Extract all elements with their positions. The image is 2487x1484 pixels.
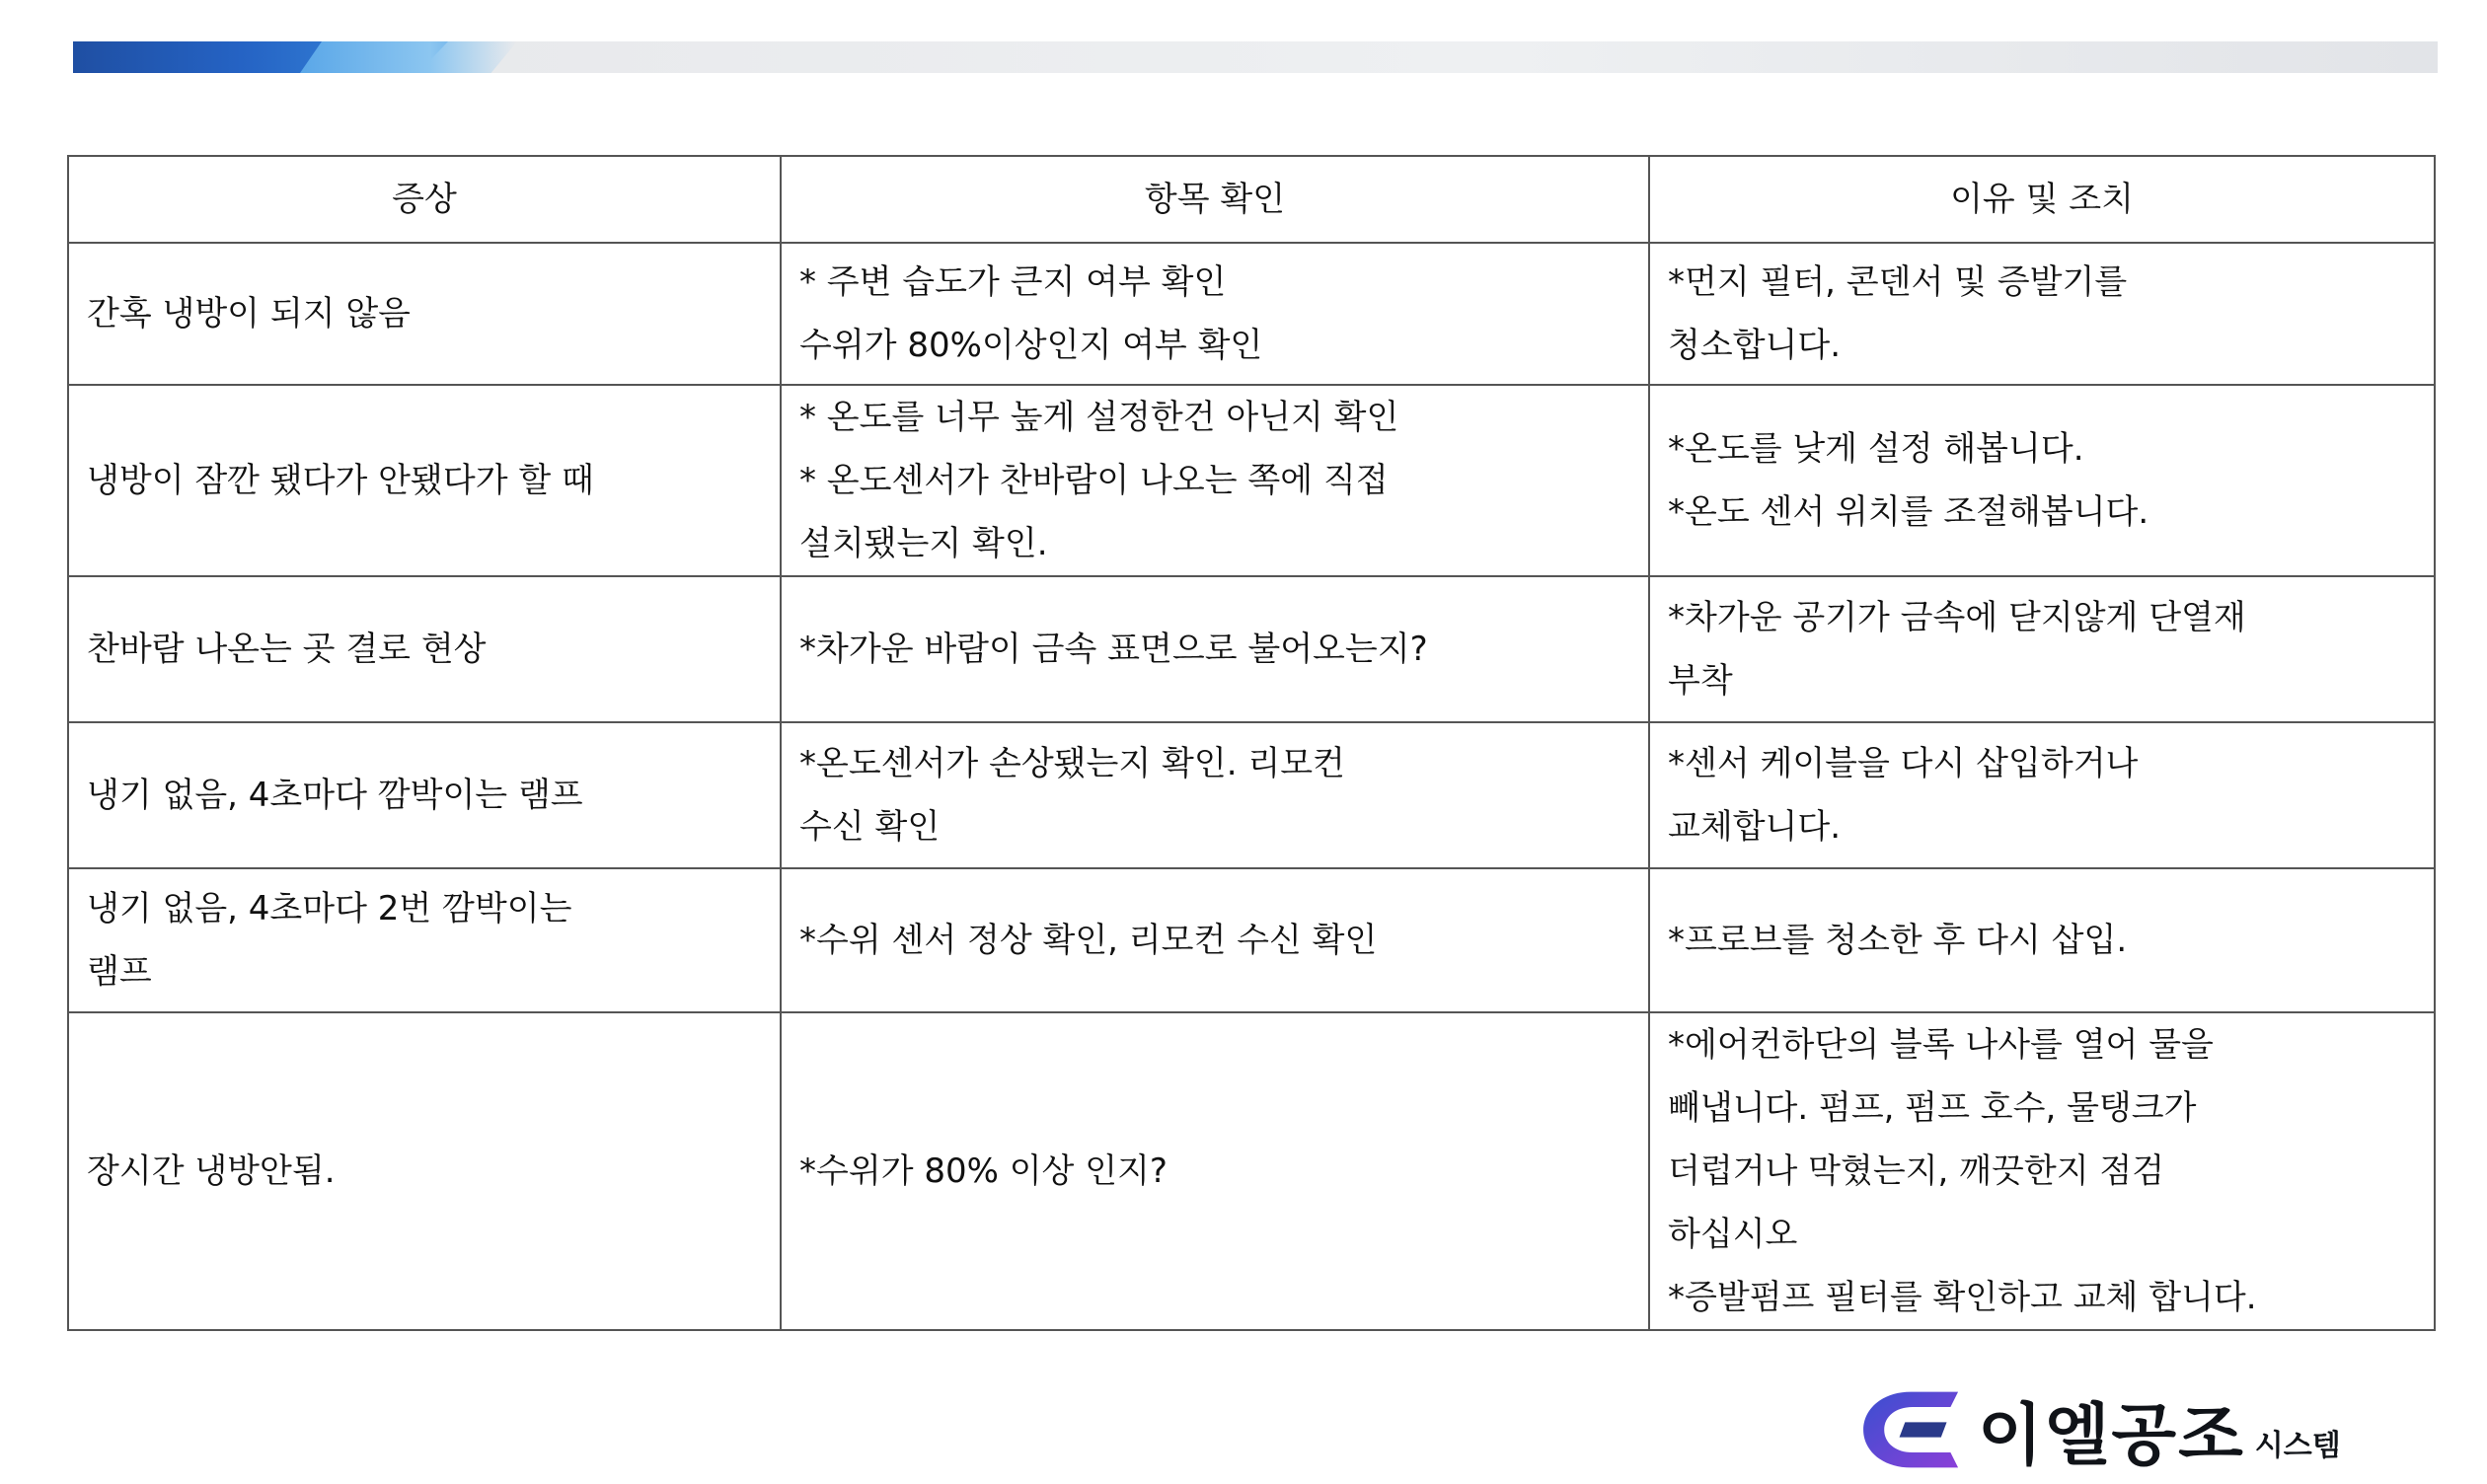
action-cell (1649, 722, 2435, 868)
symptom-cell (68, 385, 781, 576)
action-cell-line: *먼지 필터, 콘덴서 및 증발기를 (1668, 262, 2128, 302)
check-cell-line: 설치됐는지 확인. (799, 524, 1048, 563)
action-cell-line: *온도를 낮게 설정 해봅니다. (1668, 429, 2084, 469)
table-row (68, 868, 2435, 1012)
check-cell-line: * 온도센서가 찬바람이 나오는 쪽에 직접 (799, 461, 1389, 500)
symptom-cell (68, 243, 781, 385)
company-logo (1855, 1375, 2448, 1484)
symptom-cell (68, 722, 781, 868)
symptom-cell-line: 찬바람 나온는 곳 결로 현상 (87, 630, 487, 669)
check-cell (781, 1012, 1649, 1330)
action-cell-line: *센서 케이블을 다시 삽입하거나 (1668, 744, 2139, 783)
check-cell-line: *차가운 바람이 금속 표면으로 불어오는지? (799, 630, 1428, 669)
action-cell (1649, 576, 2435, 722)
check-cell (781, 385, 1649, 576)
symptom-cell (68, 868, 781, 1012)
logo-e-icon (1855, 1382, 1970, 1477)
header-symptom: 증상 (68, 156, 781, 243)
symptom-cell-line: 냉기 없음, 4초마다 깜박이는 램프 (87, 776, 583, 815)
check-cell-line: 수위가 80%이상인지 여부 확인 (799, 326, 1263, 365)
troubleshooting-table (67, 155, 2436, 1331)
action-cell-line: *에어컨하단의 블록 나사를 열어 물을 (1668, 1025, 2214, 1065)
symptom-cell-line: 간혹 냉방이 되지 않음 (87, 294, 412, 334)
symptom-cell (68, 576, 781, 722)
check-cell (781, 868, 1649, 1012)
symptom-cell (68, 1012, 781, 1330)
action-cell-line: 청소합니다. (1668, 326, 1842, 365)
action-cell (1649, 385, 2435, 576)
header-decoration-bar (73, 41, 2438, 73)
action-cell (1649, 868, 2435, 1012)
table-row (68, 243, 2435, 385)
check-cell (781, 576, 1649, 722)
check-cell-line: *수위 센서 정상 확인, 리모컨 수신 확인 (799, 921, 1378, 960)
table-row (68, 385, 2435, 576)
check-cell-line: * 주변 습도가 큰지 여부 확인 (799, 262, 1227, 302)
check-cell-line: *온도센서가 손상됐는지 확인. 리모컨 (799, 744, 1345, 783)
header-accent-fade (300, 41, 517, 73)
action-cell-line: 더럽거나 막혔는지, 깨끗한지 점검 (1668, 1151, 2165, 1191)
action-cell-line: *온도 센서 위치를 조절해봅니다. (1668, 492, 2149, 532)
check-cell-line: *수위가 80% 이상 인지? (799, 1151, 1168, 1191)
action-cell-line: *차가운 공기가 금속에 닫지않게 단열재 (1668, 598, 2246, 637)
symptom-cell-line: 냉방이 잠깐 됐다가 안됐다가 할 때 (87, 461, 594, 500)
table-header-row (68, 156, 2435, 243)
symptom-cell-line: 냉기 없음, 4초마다 2번 깜박이는 (87, 889, 572, 928)
header-action: 이유 및 조치 (1649, 156, 2435, 243)
check-cell (781, 243, 1649, 385)
table-row (68, 576, 2435, 722)
action-cell-line: 하십시오 (1668, 1215, 1798, 1254)
symptom-cell-line: 램프 (87, 952, 152, 992)
action-cell-line: 빼냅니다. 펌프, 펌프 호수, 물탱크가 (1668, 1088, 2197, 1128)
action-cell-line: 교체합니다. (1668, 807, 1842, 847)
action-cell-line: *프로브를 청소한 후 다시 삽입. (1668, 921, 2128, 960)
action-cell (1649, 1012, 2435, 1330)
logo-subtitle: 시스템 (2254, 1429, 2341, 1463)
action-cell-line: *증발펌프 필터를 확인하고 교체 합니다. (1668, 1278, 2257, 1317)
header-check: 항목 확인 (781, 156, 1649, 243)
table-row (68, 1012, 2435, 1330)
table-row (68, 722, 2435, 868)
action-cell-line: 부착 (1668, 661, 1733, 701)
logo-name: 이엘공조 (1978, 1396, 2245, 1475)
symptom-cell-line: 장시간 냉방안됨. (87, 1151, 336, 1191)
check-cell-line: 수신 확인 (799, 807, 941, 847)
check-cell-line: * 온도를 너무 높게 설정한건 아닌지 확인 (799, 398, 1399, 437)
action-cell (1649, 243, 2435, 385)
check-cell (781, 722, 1649, 868)
